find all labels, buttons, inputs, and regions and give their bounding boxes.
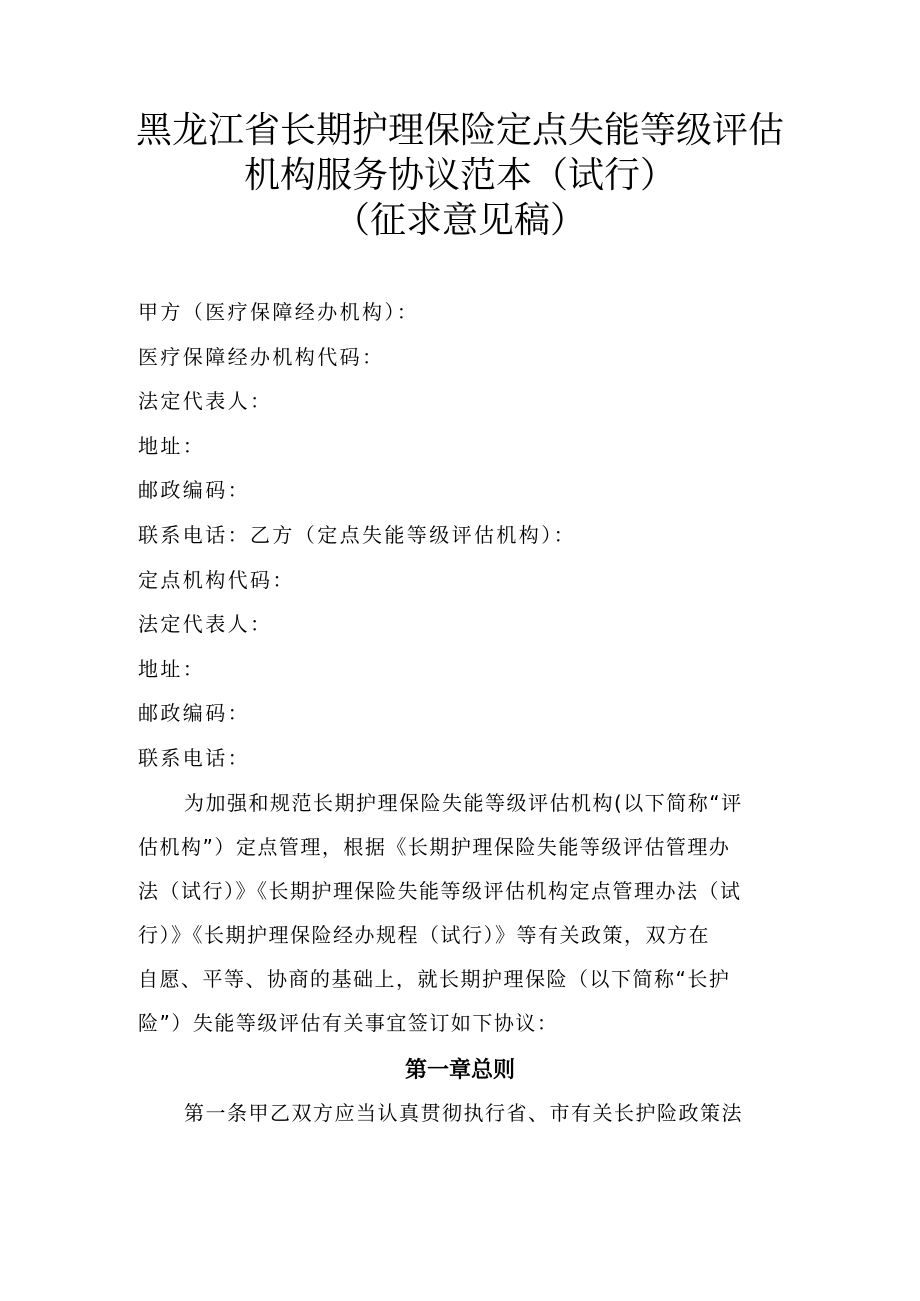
preamble-line: 自愿、平等、协商的基础上，就长期护理保险（以下简称“长护 — [138, 967, 731, 991]
field-address-b: 地址： — [138, 656, 206, 681]
field-party-a: 甲方（医疗保障经办机构）： — [138, 300, 420, 324]
title-line-1: 黑龙江省长期护理保险定点失能等级评估 — [135, 110, 784, 151]
preamble-line: 法（试行）》《长期护理保险失能等级评估机构定点管理办法（试 — [138, 879, 742, 903]
party-info-fields — [138, 294, 798, 785]
field-legal-rep-b: 法定代表人： — [138, 612, 273, 637]
document-title — [0, 108, 920, 243]
field-agency-code: 医疗保障经办机构代码： — [138, 344, 385, 369]
preamble-line: 估机构”）定点管理，根据《长期护理保险失能等级评估管理办 — [138, 835, 731, 859]
preamble-line: 险”）失能等级评估有关事宜签订如下协议： — [138, 1011, 559, 1035]
article-1 — [184, 1095, 794, 1139]
field-address-a: 地址： — [138, 433, 206, 458]
field-postal-code-b: 邮政编码： — [138, 701, 250, 726]
title-line-2: 机构服务协议范本（试行） — [243, 155, 676, 196]
article-line: 第一条甲乙双方应当认真贯彻执行省、市有关长护险政策法 — [184, 1101, 743, 1125]
preamble-paragraph — [138, 785, 790, 1049]
field-postal-code-a: 邮政编码： — [138, 478, 250, 503]
preamble-line: 为加强和规范长期护理保险失能等级评估机构(以下简称“评 — [184, 791, 743, 815]
chapter-heading: 第一章总则 — [404, 1057, 515, 1082]
title-line-3: （征求意见稿） — [333, 200, 586, 241]
field-institution-code: 定点机构代码： — [138, 567, 295, 592]
field-phone-a-party-b: 联系电话：乙方（定点失能等级评估机构）： — [138, 522, 576, 547]
field-legal-rep-a: 法定代表人： — [138, 389, 273, 414]
preamble-line: 行）》《长期护理保险经办规程（试行）》等有关政策，双方在 — [138, 923, 710, 947]
field-phone-b: 联系电话： — [138, 745, 250, 770]
